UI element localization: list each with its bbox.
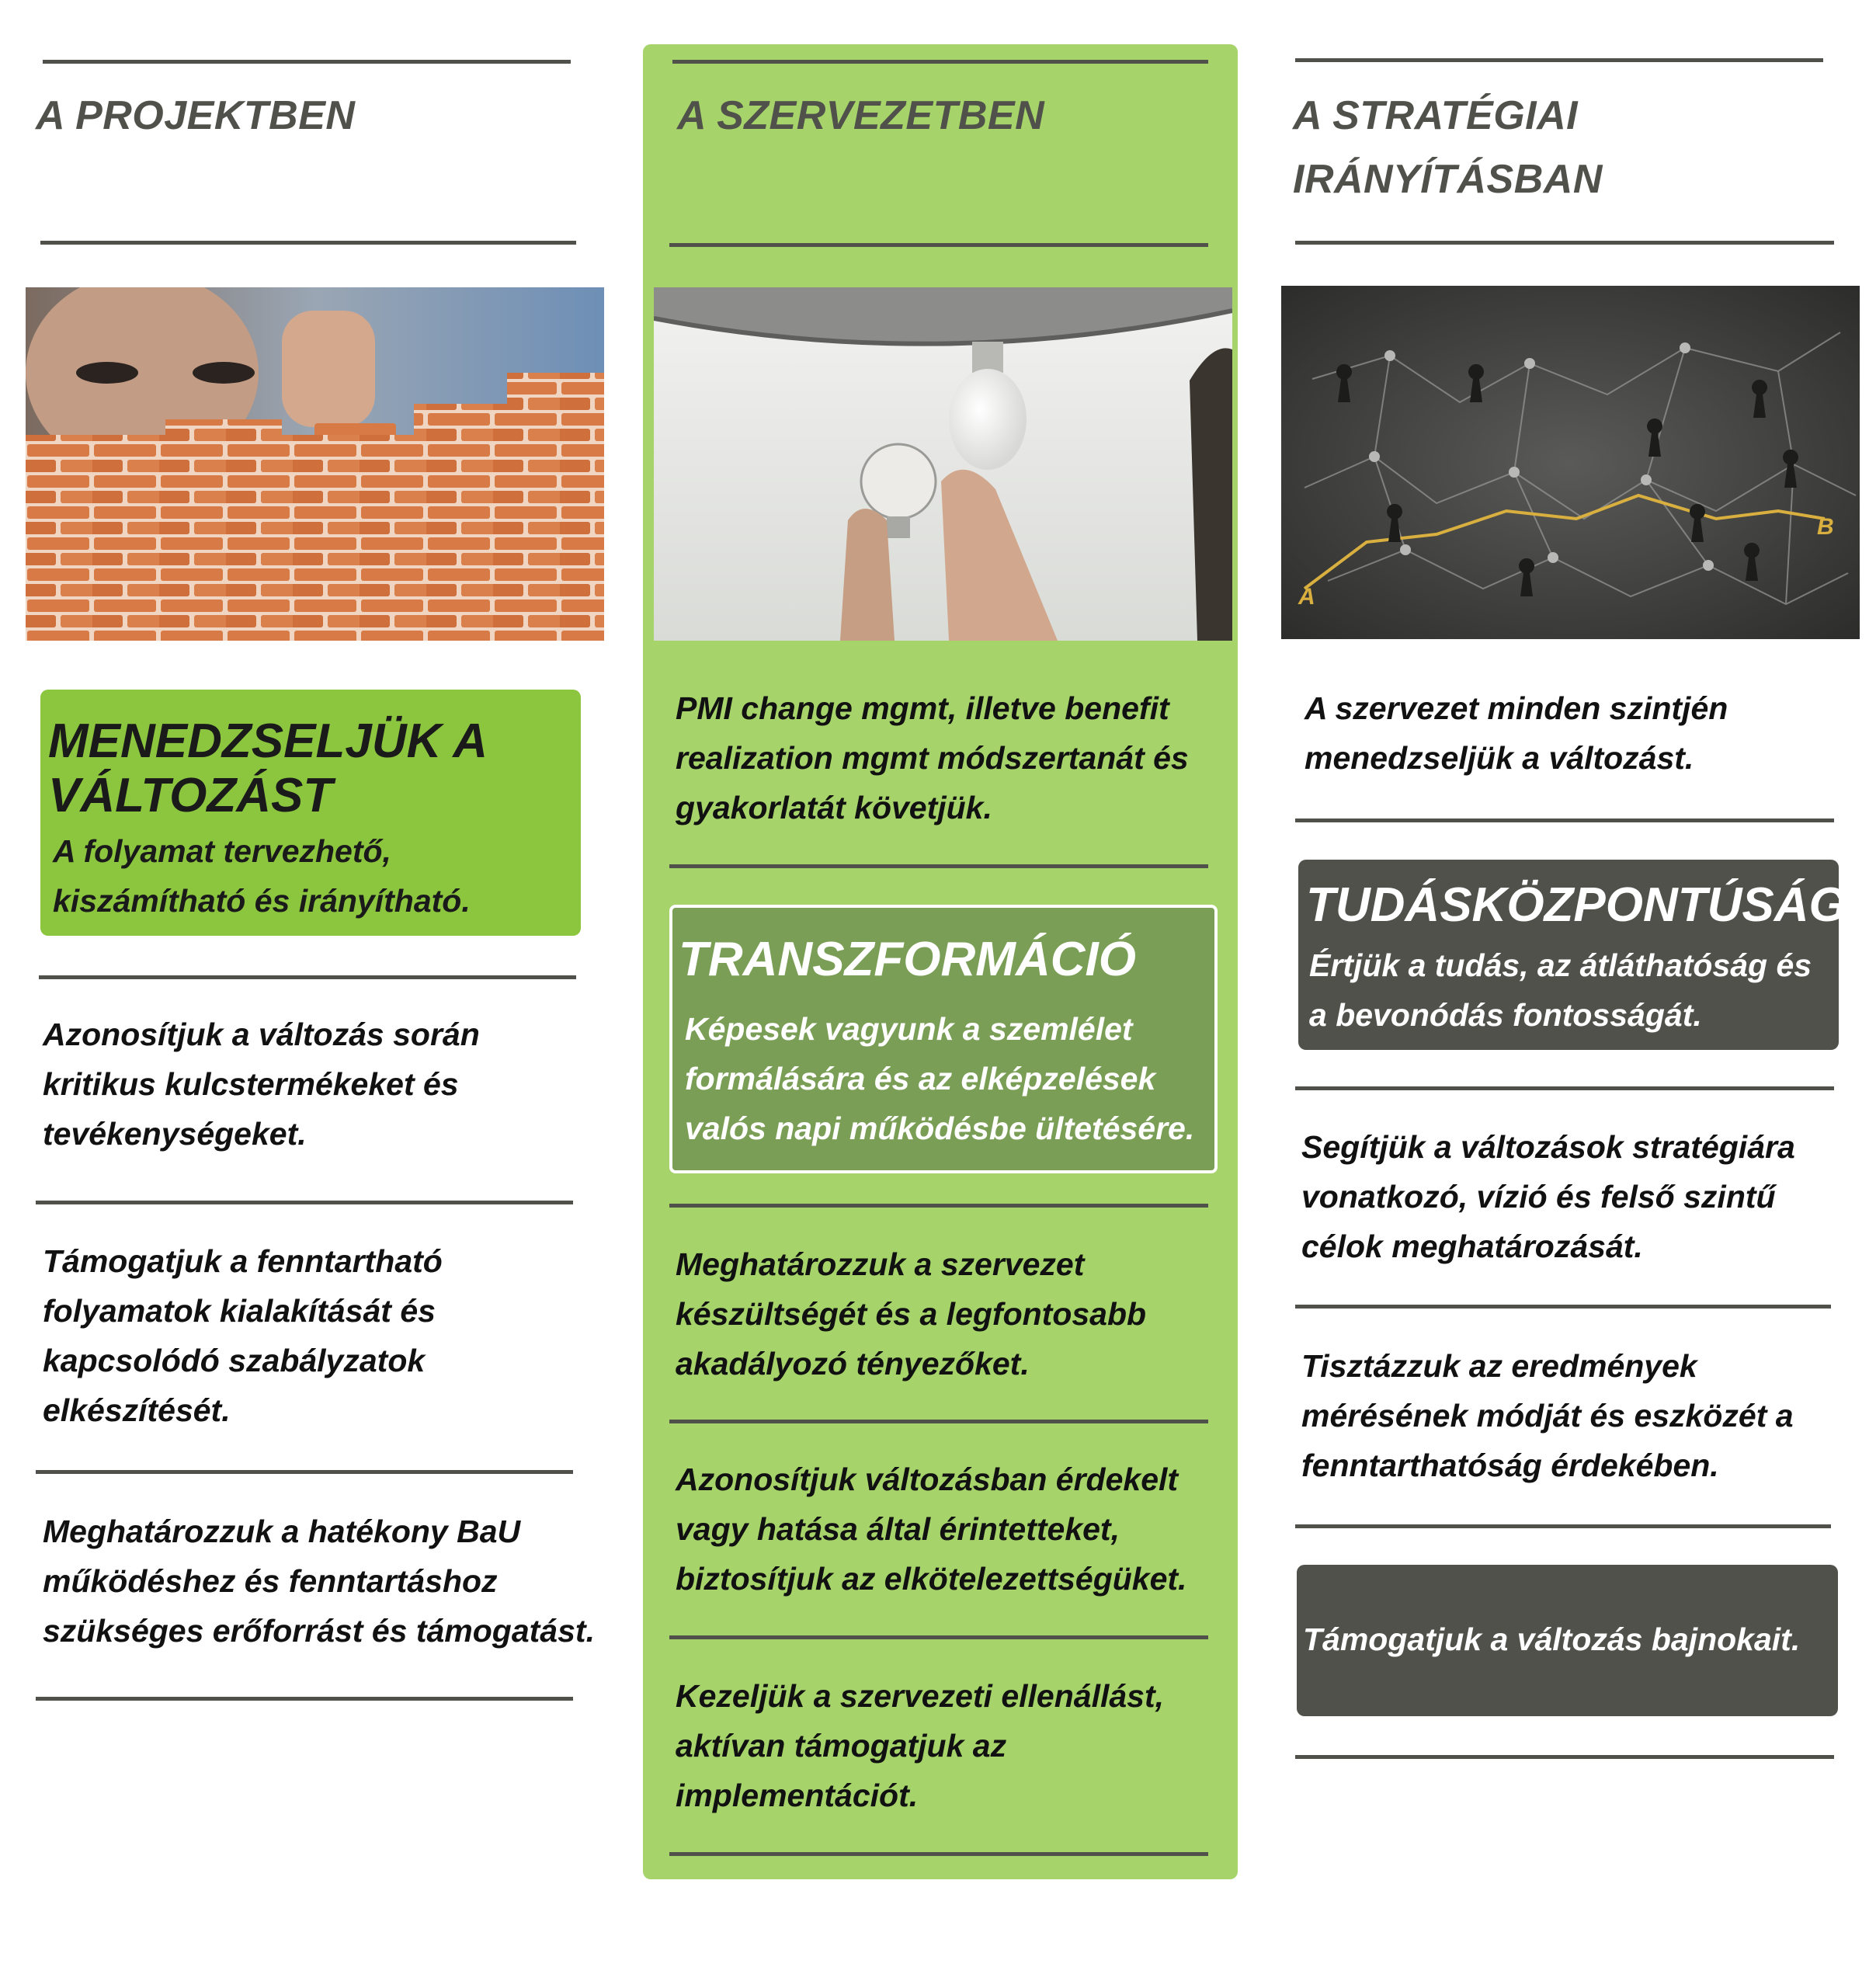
final-box-text: Támogatjuk a változás bajnokait. bbox=[1303, 1621, 1801, 1657]
divider bbox=[1295, 1755, 1834, 1759]
list-item: Támogatjuk a fenntartható folyamatok kialakítását és kapcsolódó szabályzatok elkészítését. bbox=[43, 1243, 443, 1428]
column-header-strategy: A STRATÉGIAI IRÁNYÍTÁSBAN bbox=[1293, 93, 1603, 202]
list-item: Kezeljük a szervezeti ellenállást, aktívan támogatjuk az implementációt. bbox=[676, 1678, 1164, 1813]
intro-text-organization: PMI change mgmt, illetve benefit realization mgmt módszertanát és gyakorlatát követjük. bbox=[676, 690, 1189, 825]
highlight-subtitle: Értjük a tudás, az átláthatóság és a bevonódás fontosságát. bbox=[1309, 947, 1812, 1033]
highlight-box-organization bbox=[669, 905, 1218, 1173]
divider bbox=[669, 1635, 1208, 1639]
list-item: Meghatározzuk a hatékony BaU működéshez és fenntartáshoz szükséges erőforrást és támogatást. bbox=[43, 1514, 595, 1649]
list-item: Segítjük a változások stratégiára vonatkozó, vízió és felső szintű célok meghatározását. bbox=[1301, 1129, 1795, 1264]
intro-text-strategy: A szervezet minden szintjén menedzseljük a változást. bbox=[1305, 690, 1728, 776]
column-header-organization: A SZERVEZETBEN bbox=[677, 93, 1045, 138]
highlight-subtitle: Képesek vagyunk a szemlélet formálására és az elképzelések valós napi működésbe ültetésére. bbox=[685, 1011, 1195, 1146]
highlight-box-strategy bbox=[1298, 860, 1846, 1050]
divider bbox=[40, 241, 576, 245]
highlight-title: TRANSZFORMÁCIÓ bbox=[679, 933, 1136, 986]
brick-wall-photo bbox=[26, 287, 604, 641]
light-bulb-photo bbox=[654, 287, 1232, 641]
divider bbox=[669, 1852, 1208, 1856]
divider bbox=[669, 1204, 1208, 1208]
highlight-title: TUDÁSKÖZPONTÚSÁG bbox=[1306, 878, 1846, 932]
divider bbox=[1295, 58, 1823, 62]
divider bbox=[36, 1697, 573, 1701]
divider bbox=[1295, 818, 1834, 822]
divider bbox=[669, 1420, 1208, 1423]
strategy-network-photo bbox=[1281, 286, 1860, 639]
map-label-b: B bbox=[1817, 514, 1834, 540]
divider bbox=[39, 975, 576, 979]
divider bbox=[1295, 1524, 1831, 1528]
divider bbox=[669, 864, 1208, 868]
list-item: Meghatározzuk a szervezet készültségét és a legfontosabb akadályozó tényezőket. bbox=[676, 1246, 1147, 1382]
divider bbox=[672, 60, 1208, 64]
divider bbox=[43, 60, 571, 64]
divider bbox=[669, 243, 1208, 247]
highlight-title: MENEDZSELJÜK A VÁLTOZÁST bbox=[48, 714, 486, 822]
highlight-box-project bbox=[40, 690, 581, 936]
divider bbox=[1295, 241, 1834, 245]
list-item: Tisztázzuk az eredmények mérésének módját és eszközét a fenntarthatóság érdekében. bbox=[1301, 1348, 1794, 1483]
map-label-a: A bbox=[1298, 584, 1315, 610]
list-item: Azonosítjuk a változás során kritikus kulcstermékeket és tevékenységeket. bbox=[43, 1017, 480, 1152]
list-item: Azonosítjuk változásban érdekelt vagy hatása által érintetteket, biztosítjuk az elkötelezettségüket. bbox=[676, 1461, 1187, 1597]
divider bbox=[1295, 1305, 1831, 1309]
highlight-subtitle: A folyamat tervezhető, kiszámítható és irányítható. bbox=[53, 833, 471, 919]
divider bbox=[36, 1470, 573, 1474]
final-box-strategy bbox=[1297, 1565, 1838, 1716]
divider bbox=[36, 1201, 573, 1204]
column-header-project: A PROJEKTBEN bbox=[36, 93, 356, 138]
divider bbox=[1295, 1086, 1834, 1090]
